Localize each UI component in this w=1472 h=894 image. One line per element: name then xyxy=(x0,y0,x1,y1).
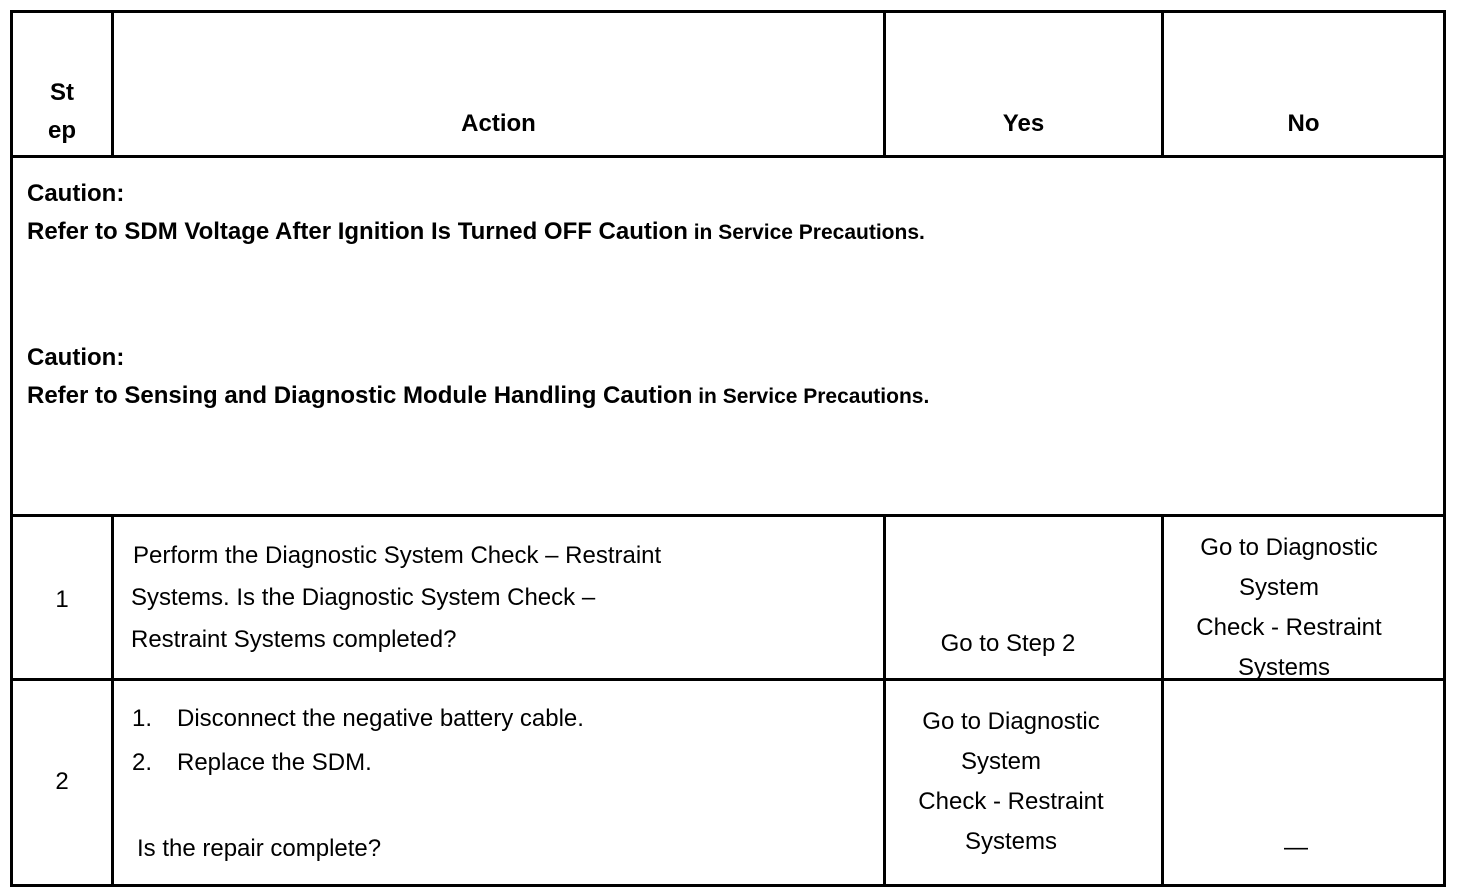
caution-title: Caution: xyxy=(27,180,125,207)
caution-divider xyxy=(10,514,1446,517)
caution-text xyxy=(27,220,925,244)
no-line: Systems xyxy=(1237,654,1330,681)
no-line: Go to Diagnostic xyxy=(1200,534,1378,561)
yes-line: Systems xyxy=(964,828,1057,855)
header-step: St ep xyxy=(47,79,76,144)
row-yes-link[interactable] xyxy=(886,702,1136,862)
caution-text-tail: in Service Precautions. xyxy=(687,221,925,244)
row-no-dash: — xyxy=(1284,834,1308,861)
yes-line: Go to Diagnostic xyxy=(922,708,1100,735)
list-item-text: Replace the SDM. xyxy=(177,749,372,776)
caution-title: Caution: xyxy=(27,344,125,371)
caution-text-bold: Refer to Sensing and Diagnostic Module Handling Caution xyxy=(27,382,693,409)
caution-text xyxy=(27,384,929,408)
caution-text-bold: Refer to SDM Voltage After Ignition Is Turned OFF Caution xyxy=(27,218,688,245)
table-border-bottom xyxy=(10,884,1446,887)
row-action-line: Perform the Diagnostic System Check – Restraint xyxy=(133,542,662,569)
row-step-number: 2 xyxy=(55,768,69,795)
list-item-text: Disconnect the negative battery cable. xyxy=(177,705,584,732)
caution-text-tail: in Service Precautions. xyxy=(692,385,930,408)
row-action-line: Restraint Systems completed? xyxy=(131,626,457,653)
table-border-right xyxy=(1443,10,1446,887)
no-line: System xyxy=(1238,574,1319,601)
col-divider-step-body xyxy=(111,514,114,887)
list-item-number: 2. xyxy=(132,749,153,776)
header-action: Action xyxy=(461,110,536,137)
row-yes-link[interactable]: Go to Step 2 xyxy=(940,630,1076,657)
row-step-number: 1 xyxy=(55,586,69,613)
header-yes: Yes xyxy=(1002,110,1045,137)
header-divider xyxy=(10,155,1446,158)
header-no: No xyxy=(1287,110,1320,137)
table-border-top xyxy=(10,10,1446,13)
row-action-question: Is the repair complete? xyxy=(137,835,382,862)
yes-line: System xyxy=(960,748,1041,775)
row-no-link[interactable] xyxy=(1164,528,1414,688)
yes-line: Check - Restraint xyxy=(918,788,1104,815)
row-action-line: Systems. Is the Diagnostic System Check – xyxy=(131,584,596,611)
no-line: Check - Restraint xyxy=(1196,614,1382,641)
list-item-number: 1. xyxy=(132,705,153,732)
